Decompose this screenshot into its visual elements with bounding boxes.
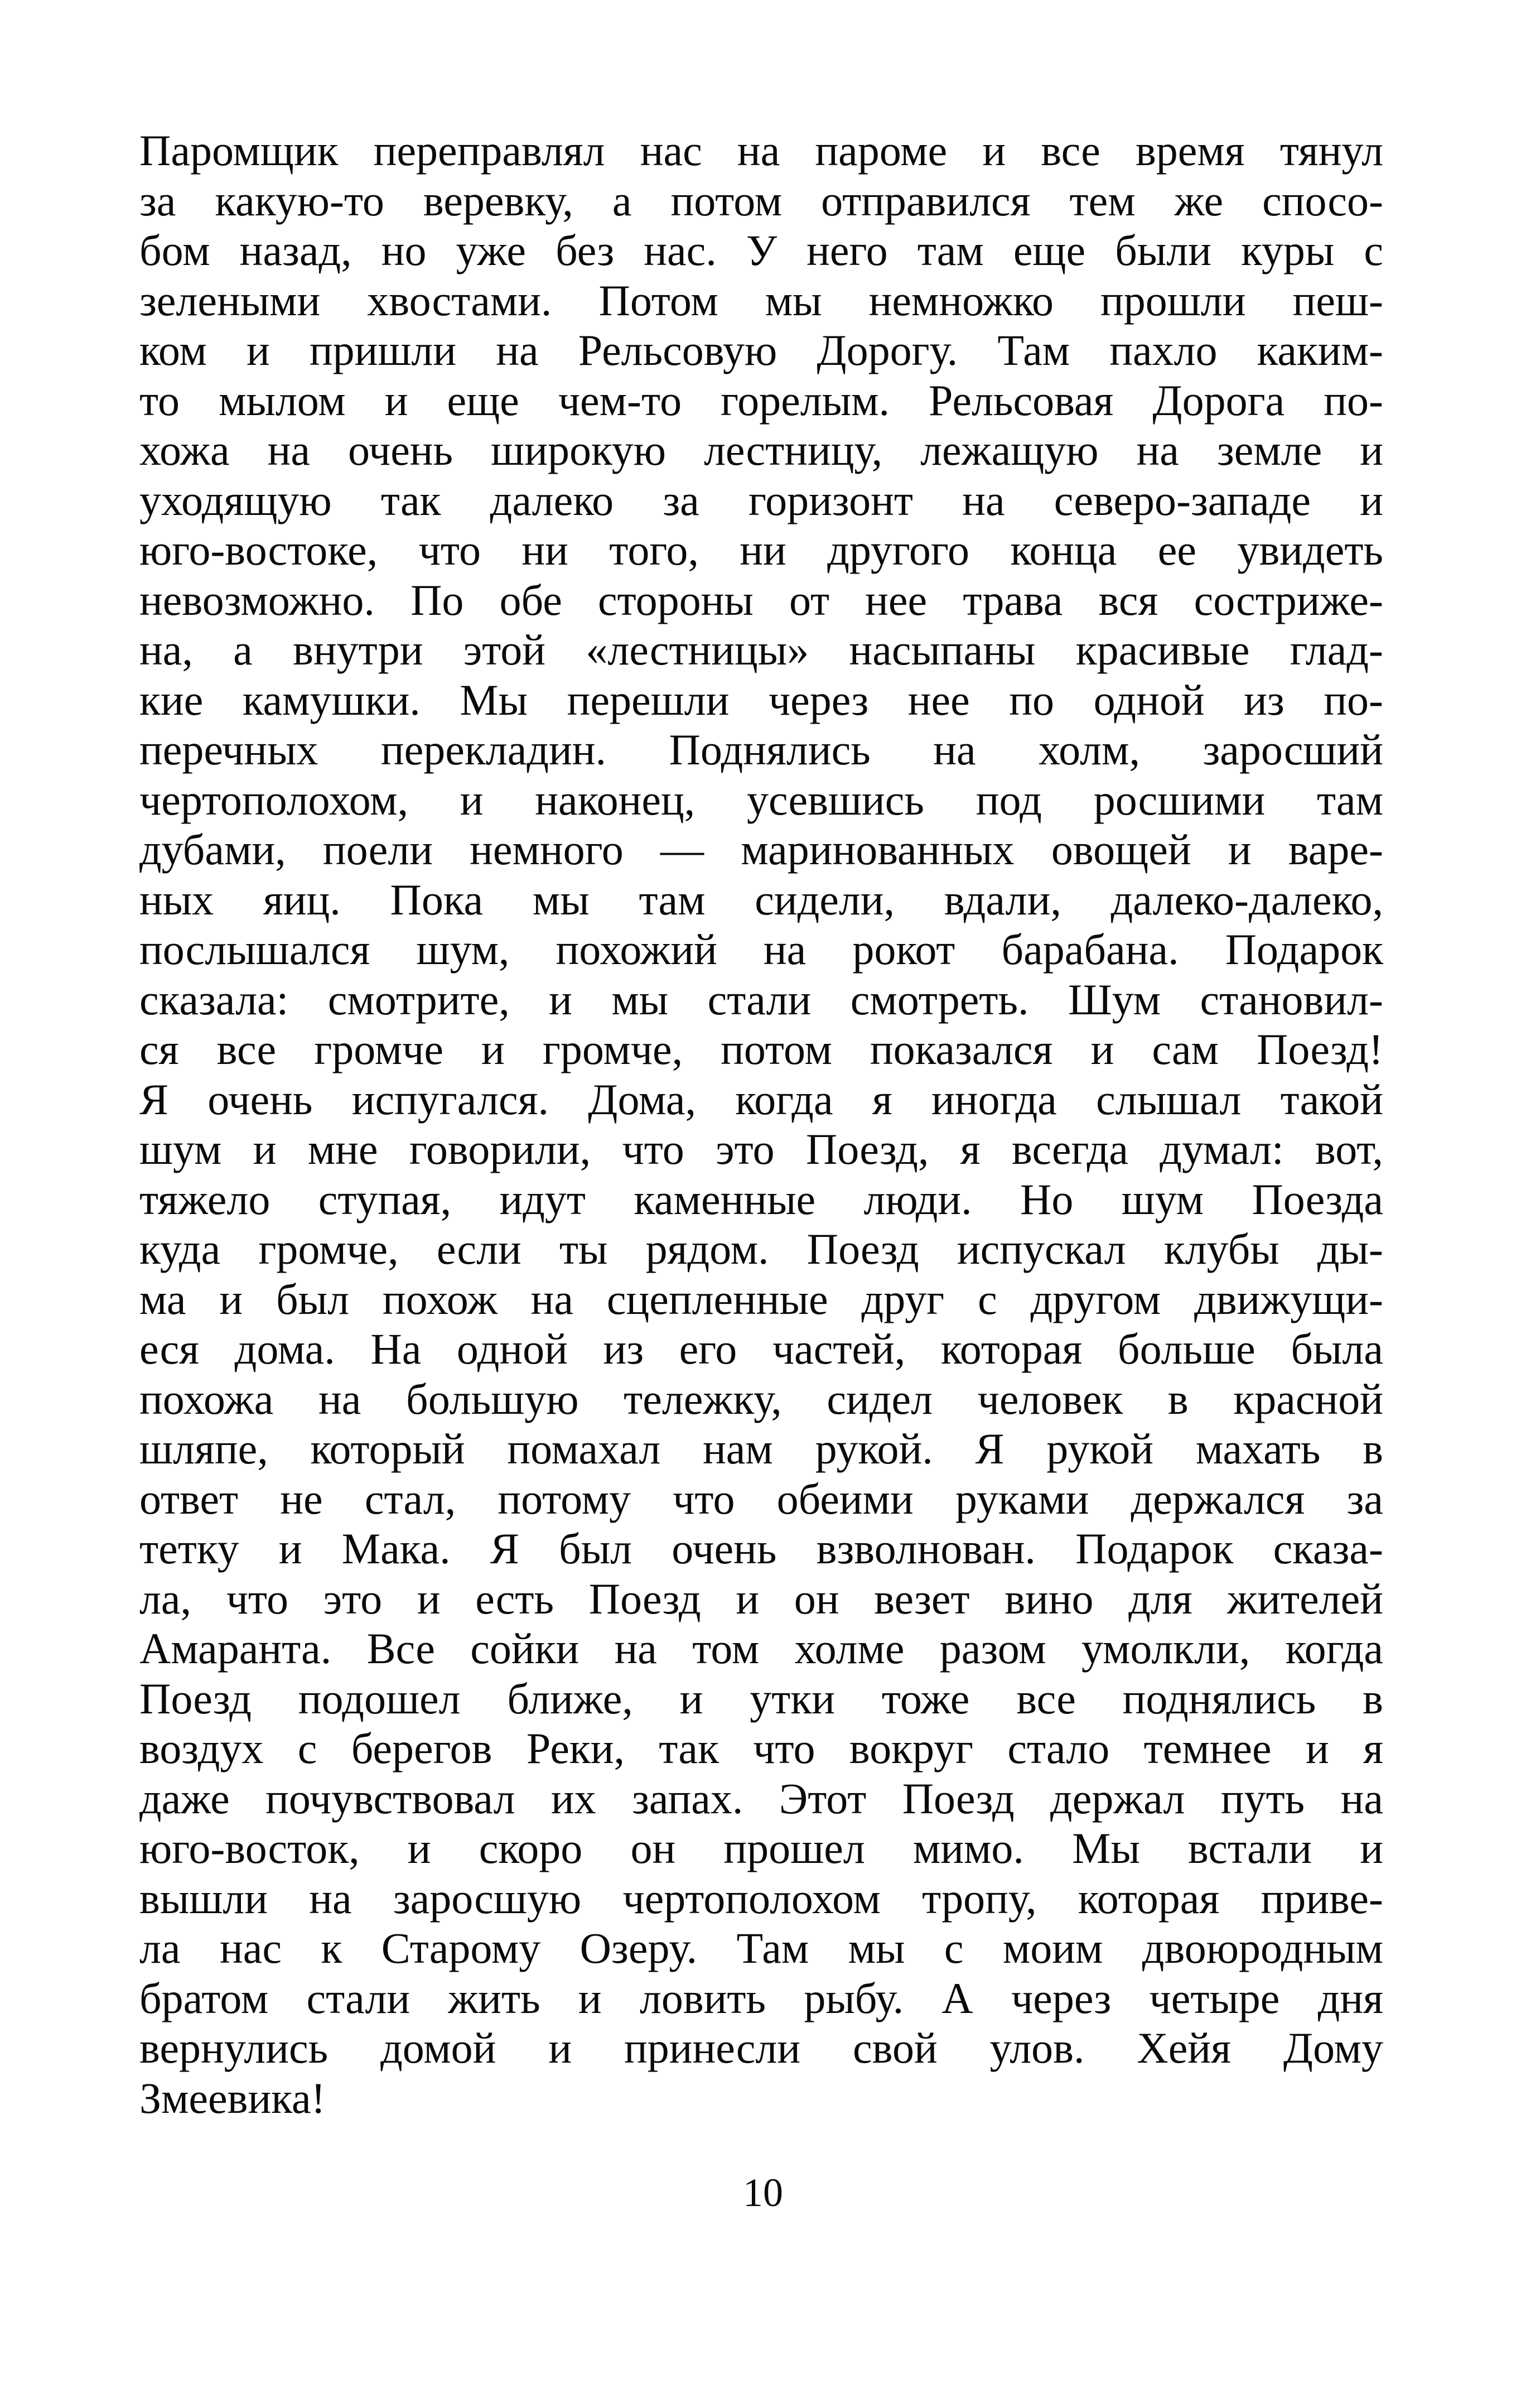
text-line: ных яиц. Пока мы там сидели, вдали, далеко-далеко,	[139, 875, 1383, 924]
text-line: перечных перекладин. Поднялись на холм, заросший	[139, 725, 1383, 774]
text-line: ся все громче и громче, потом показался и сам Поезд!	[139, 1025, 1383, 1073]
text-line: куда громче, если ты рядом. Поезд испускал клубы ды-	[139, 1225, 1383, 1273]
text-line: вышли на заросшую чертополохом тропу, которая приве-	[139, 1874, 1383, 1923]
text-line: вернулись домой и принесли свой улов. Хейя Дому	[139, 2024, 1383, 2072]
text-line: ла, что это и есть Поезд и он везет вино для жителей	[139, 1574, 1383, 1623]
text-line: Поезд подошел ближе, и утки тоже все поднялись в	[139, 1674, 1383, 1723]
text-line: ком и пришли на Рельсовую Дорогу. Там пахло каким-	[139, 326, 1383, 374]
text-line: воздух с берегов Реки, так что вокруг стало темнее и я	[139, 1724, 1383, 1773]
text-line: даже почувствовал их запах. Этот Поезд держал путь на	[139, 1774, 1383, 1823]
text-line: шляпе, который помахал нам рукой. Я рукой махать в	[139, 1424, 1383, 1473]
text-line: чертополохом, и наконец, усевшись под росшими там	[139, 775, 1383, 824]
text-line: то мылом и еще чем-то горелым. Рельсовая Дорога по-	[139, 375, 1383, 425]
text-line: Амаранта. Все сойки на том холме разом умолкли, когда	[139, 1624, 1383, 1673]
text-line: сказала: смотрите, и мы стали смотреть. Шум становил-	[139, 975, 1383, 1024]
text-line: братом стали жить и ловить рыбу. А через четыре дня	[139, 1973, 1383, 2022]
text-line: уходящую так далеко за горизонт на северо-западе и	[139, 475, 1383, 524]
text-line: ма и был похож на сцепленные друг с другом движущи-	[139, 1274, 1383, 1323]
page-number: 10	[743, 2170, 783, 2215]
text-line: зелеными хвостами. Потом мы немножко прошли пеш-	[139, 276, 1383, 325]
text-line: Паромщик переправлял нас на пароме и все время тянул	[139, 126, 1383, 175]
text-line: шум и мне говорили, что это Поезд, я всегда думал: вот,	[139, 1125, 1383, 1173]
text-line: на, а внутри этой «лестницы» насыпаны красивые глад-	[139, 625, 1383, 674]
text-line: еся дома. На одной из его частей, которая больше была	[139, 1325, 1383, 1373]
text-line: за какую-то веревку, а потом отправился тем же спосо-	[139, 176, 1383, 225]
text-line: кие камушки. Мы перешли через нее по одной из по-	[139, 675, 1383, 724]
body-text	[139, 126, 1383, 2123]
text-line: тетку и Мака. Я был очень взволнован. Подарок сказа-	[139, 1524, 1383, 1573]
text-line: ответ не стал, потому что обеими руками держался за	[139, 1474, 1383, 1523]
text-line: дубами, поели немного — маринованных овощей и варе-	[139, 825, 1383, 874]
text-line: хожа на очень широкую лестницу, лежащую на земле и	[139, 426, 1383, 474]
text-line: невозможно. По обе стороны от нее трава вся состриже-	[139, 575, 1383, 624]
text-line: тяжело ступая, идут каменные люди. Но шум Поезда	[139, 1174, 1383, 1224]
text-line: Я очень испугался. Дома, когда я иногда слышал такой	[139, 1075, 1383, 1124]
text-line: послышался шум, похожий на рокот барабана. Подарок	[139, 925, 1383, 974]
text-line: юго-востоке, что ни того, ни другого конца ее увидеть	[139, 526, 1383, 574]
text-line: ла нас к Старому Озеру. Там мы с моим двоюродным	[139, 1924, 1383, 1972]
text-line: Змеевика!	[139, 2073, 326, 2122]
text-line: похожа на большую тележку, сидел человек в красной	[139, 1374, 1383, 1423]
text-line: юго-восток, и скоро он прошел мимо. Мы встали и	[139, 1824, 1383, 1872]
text-line: бом назад, но уже без нас. У него там еще были куры с	[139, 226, 1383, 274]
